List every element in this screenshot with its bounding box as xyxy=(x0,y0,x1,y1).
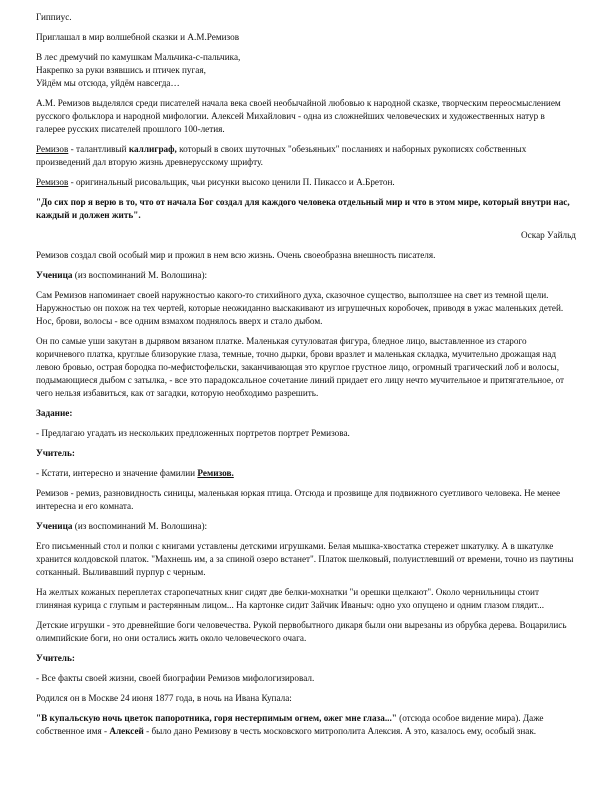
speaker-student xyxy=(36,269,576,282)
verse-line: Уйдём мы отсюда, уйдём навсегда… xyxy=(36,78,180,88)
paragraph-remizov-intro: А.М. Ремизов выделялся среди писателей начала века своей необычайной любовью к народной сказке, творческим переосмыслением русского фольклора и народной мифологии. Алексей Михайлович - одна из сложнейших человеческих и художественных натур в галерее русских писателей прошлого 100-летия. xyxy=(36,98,561,134)
paragraph-own-world: Ремизов создал свой особый мир и прожил в нем всю жизнь. Очень своеобразна внешность писателя. xyxy=(36,250,436,260)
remizov-link[interactable]: Ремизов xyxy=(36,144,69,154)
remizov-link[interactable]: Ремизов. xyxy=(197,468,234,478)
paragraph-task: - Предлагаю угадать из нескольких предложенных портретов портрет Ремизова. xyxy=(36,428,350,438)
heading-teacher: Учитель: xyxy=(36,448,75,458)
paragraph-desk: Его письменный стол и полки с книгами уставлены детскими игрушками. Белая мышка-хвостатка стережет шкатулку. А в шкатулке хранится колдовской платок. "Махнешь им, а за спиной озеро встанет". Платок шелковый, полуистлевший от времени, точно из паутины сотканный. Выливавший пурпур с черным. xyxy=(36,541,574,577)
verse-line: В лес дремучий по камушкам Мальчика-с-пальчика, xyxy=(36,52,241,62)
verse-line: Накрепко за руки взявшись и птичек пугая, xyxy=(36,65,206,75)
paragraph-mythology: - Все факты своей жизни, своей биографии Ремизов мифологизировал. xyxy=(36,673,315,683)
text-span: - оригинальный рисовальщик, чьи рисунки высоко ценили П. Пикассо и А.Бретон. xyxy=(68,177,395,187)
paragraph-toys: Детские игрушки - это древнейшие боги человечества. Рукой первобытного дикаря были они вырезаны из обрубка дерева. Воцарились олимпийские боги, но они остались жить около человеческого очага. xyxy=(36,620,567,643)
speaker-label: Ученица xyxy=(36,270,73,280)
speaker-label: Ученица xyxy=(36,521,73,531)
paragraph-books: На желтых кожаных переплетах старопечатных книг сидят две белки-мохнатки "и орешки щелкают". Около чернильницы стоит глиняная курица с глупым и растерянным лицом... На картонке сидит Зайчик Иваныч: одно ухо опущено и одним глазом глядит... xyxy=(36,587,545,610)
paragraph-calligrapher xyxy=(36,143,576,169)
text-span: - было дано Ремизову в честь московского митрополита Алексия. А это, казалось ему, особый знак. xyxy=(143,726,537,736)
paragraph-birth: Родился он в Москве 24 июня 1877 года, в ночь на Ивана Купала: xyxy=(36,693,292,703)
epigraph-quote: "До сих пор я верю в то, что от начала Бог создал для каждого человека отдельный мир и что в этом мире, который внутри нас, каждый и должен жить". xyxy=(36,197,570,220)
text-span: который в своих шуточных "обезьяньих" посланиях и наборных рукописях собственных произведений дал вторую жизнь древнерусскому шрифту. xyxy=(36,144,527,167)
paragraph-artist xyxy=(36,176,576,189)
paragraph-gippius: Гиппиус. xyxy=(36,12,72,22)
verse-block xyxy=(36,51,576,90)
paragraph-remiz-bird: Ремизов - ремиз, разновидность синицы, маленькая юркая птица. Отсюда и прозвище для подвижного суетливого человека. Не менее интересна и его комната. xyxy=(36,488,561,511)
paragraph-kupala-night xyxy=(36,712,576,738)
text-span: - талантливый xyxy=(68,144,129,154)
bold-quote: "В купальскую ночь цветок папоротника, горя нестерпимым огнем, ожег мне глаза..." xyxy=(36,713,397,723)
text-span: (отсюда особое видение мира). Даже собственное имя - xyxy=(36,713,544,736)
text-span: (из воспоминаний М. Волошина): xyxy=(72,270,208,280)
heading-teacher: Учитель: xyxy=(36,653,75,663)
paragraph-appearance: Сам Ремизов напоминает своей наружностью какого-то стихийного духа, сказочное существо, выползшее на свет из темной щели. Наружностью он похож на тех чертей, которые неожиданно выскакивают из игрушечных коробочек, приводя в ужас маленьких детей. Нос, брови, волосы - все одним взмахом поднялось вверх и стало дыбом. xyxy=(36,290,564,326)
quote-author: Оскар Уайльд xyxy=(521,230,576,240)
bold-term: каллиграф, xyxy=(128,144,177,154)
bold-name: Алексей xyxy=(109,726,144,736)
text-span: - Кстати, интересно и значение фамилии xyxy=(36,468,198,478)
paragraph-surname xyxy=(36,467,576,480)
heading-task: Задание: xyxy=(36,408,73,418)
text-span: (из воспоминаний М. Волошина): xyxy=(72,521,208,531)
speaker-student xyxy=(36,520,576,533)
remizov-link[interactable]: Ремизов xyxy=(36,177,69,187)
paragraph-invitation: Приглашал в мир волшебной сказки и А.М.Ремизов xyxy=(36,32,240,42)
paragraph-scarf: Он по самые уши закутан в дырявом вязаном платке. Маленькая сутуловатая фигура, бледное лицо, выставленное из старого коричневого платка, круглые близорукие глаза, темные, точно дырки, брови вразлет и маленькая складка, мучительно дрожащая над левою бровью, острая бородка по-мефистофельски, заканчивающая это круглое грустное лицо, огромный трагический лоб и волосы, подымающиеся дыбом с затылка, - все это парадоксальное сочетание линий придает его лицу нечто мучительное и притягательное, от чего нельзя избавиться, как от загадки, которую необходимо разрешить. xyxy=(36,336,565,398)
